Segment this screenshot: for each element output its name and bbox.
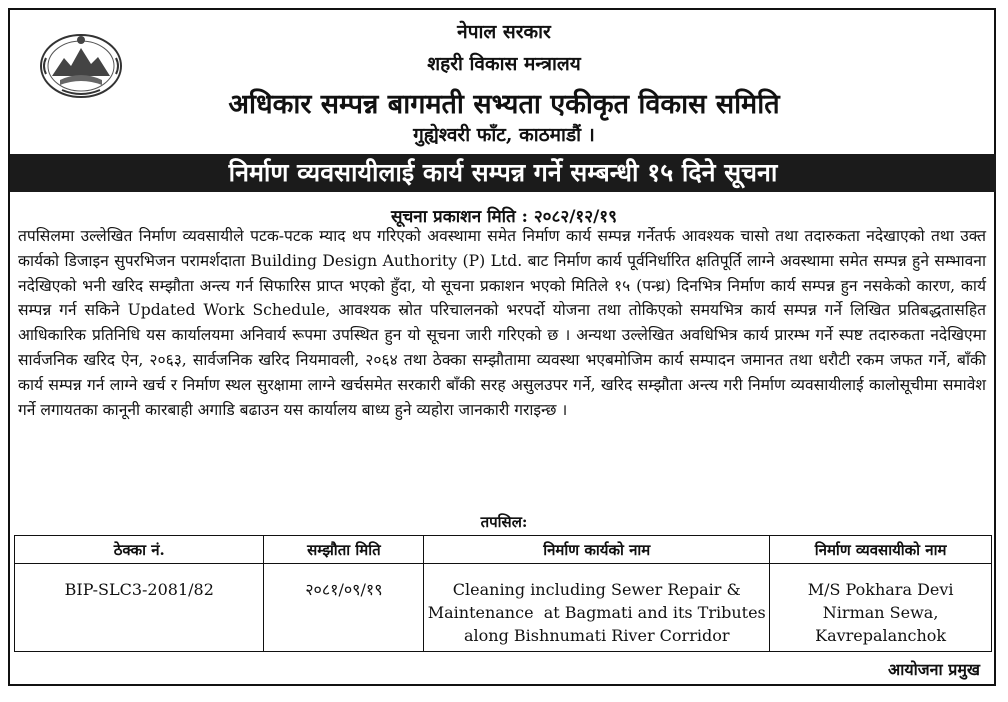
contractor-line: M/S Pokhara Devi	[807, 580, 954, 599]
col-header-work-name: निर्माण कार्यको नाम	[424, 536, 770, 564]
notice-body: तपसिलमा उल्लेखित निर्माण व्यवसायीले पटक-पटक म्याद थप गरिएको अवस्थामा समेत निर्माण कार्य सम्पन्न गर्नेतर्फ आवश्यक चासो तथा तदारुकता नदेखाएको तथा उक्त कार्यको डिजाइन सुपरभिजन परामर्शदाता Building Design Authority (P) Ltd. बाट निर्माण कार्य पूर्वनिर्धारित क्षतिपूर्ति लाग्ने अवस्थामा समेत सम्पन्न हुने सम्भावना नदेखिएको भनी खरिद सम्झौता अन्त्य गर्न सिफारिस प्राप्त भएको हुँदा, यो सूचना प्रकाशन भएको मितिले १५ (पन्ध्र) दिनभित्र निर्माण कार्य सम्पन्न हुन नसकेको कारण, कार्य सम्पन्न गर्न सकिने Updated Work Schedule, आवश्यक स्रोत परिचालनको भरपर्दो योजना तथा तोकिएको समयभित्र कार्य सम्पन्न गर्ने लिखित प्रतिबद्धतासहित आधिकारिक प्रतिनिधि यस कार्यालयमा अनिवार्य रूपमा उपस्थित हुन यो सूचना जारी गरिएको छ । अन्यथा उल्लेखित अवधिभित्र कार्य प्रारम्भ गर्ने स्पष्ट तदारुकता नदेखिएमा सार्वजनिक खरिद ऐन, २०६३, सार्वजनिक खरिद नियमावली, २०६४ तथा ठेक्का सम्झौतामा व्यवस्था भएबमोजिम कार्य सम्पादन जमानत तथा धरौटी रकम जफत गर्ने, बाँकी कार्य सम्पन्न गर्न लाग्ने खर्च र निर्माण स्थल सुरक्षामा लाग्ने खर्चसमेत सरकारी बाँकी सरह असुलउपर गर्ने, खरिद सम्झौता अन्त्य गरी निर्माण व्यवसायीलाई कालोसूचीमा समावेश गर्ने लगायतका कानूनी कारबाही अगाडि बढाउन यस कार्यालय बाध्य हुने व्यहोरा जानकारी गराइन्छ ।	[18, 227, 986, 419]
contractor-line: Kavrepalanchok	[815, 626, 947, 645]
work-name-line: Maintenance at Bagmati and its Tributes	[427, 603, 766, 622]
cell-agreement-date: २०८१/०९/१९	[264, 564, 424, 652]
cell-work-name	[424, 564, 770, 652]
header-ministry: शहरी विकास मन्त्रालय	[427, 53, 581, 75]
col-header-contract-no: ठेक्का नं.	[15, 536, 264, 564]
cell-contractor	[770, 564, 992, 652]
header-government: नेपाल सरकार	[457, 21, 551, 43]
table-row	[15, 564, 992, 652]
works-table	[14, 535, 992, 652]
cell-contract-no: BIP-SLC3-2081/82	[15, 564, 264, 652]
col-header-agreement-date: सम्झौता मिति	[264, 536, 424, 564]
signature-title: आयोजना प्रमुख	[887, 660, 980, 679]
work-name-line: Cleaning including Sewer Repair &	[452, 580, 741, 599]
table-header-row	[15, 536, 992, 564]
contractor-line: Nirman Sewa,	[822, 603, 939, 622]
header-committee: अधिकार सम्पन्न बागमती सभ्यता एकीकृत विकास समिति	[228, 89, 780, 120]
table-label: तपसिल:	[480, 513, 528, 531]
col-header-contractor: निर्माण व्यवसायीको नाम	[770, 536, 992, 564]
header-address: गुह्येश्वरी फाँट, काठमाडौं ।	[413, 124, 595, 146]
publish-date: सूचना प्रकाशन मिति : २०८२/१२/१९	[390, 207, 617, 227]
work-name-line: along Bishnumati River Corridor	[464, 626, 730, 645]
notice-title-banner: निर्माण व्यवसायीलाई कार्य सम्पन्न गर्ने सम्बन्धी १५ दिने सूचना	[10, 154, 996, 192]
